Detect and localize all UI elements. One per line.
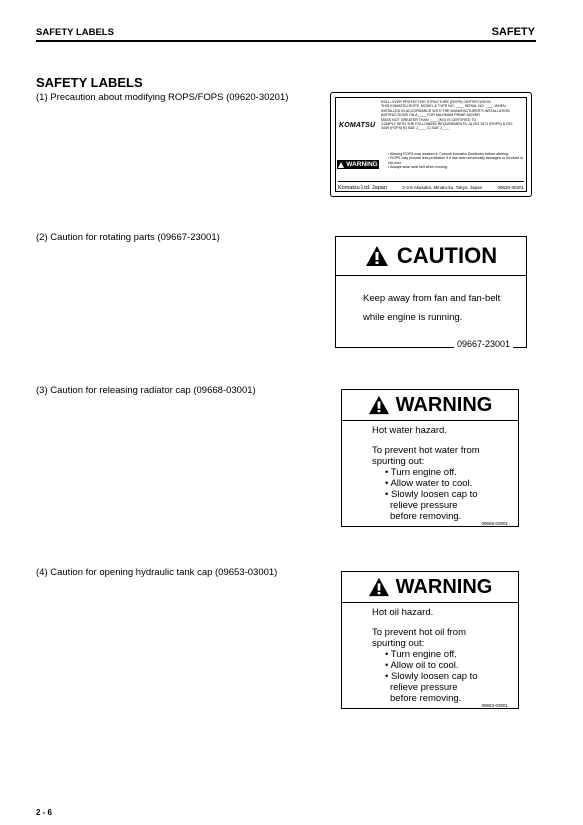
instruction-intro: spurting out: xyxy=(372,456,425,467)
page-number: 2 - 6 xyxy=(36,808,53,817)
instruction-bullet: • Slowly loosen cap to xyxy=(385,671,478,682)
warning-triangle-icon xyxy=(368,577,390,597)
instruction-intro: To prevent hot water from xyxy=(372,445,480,456)
warning-triangle-icon xyxy=(338,162,344,168)
rops-certification-text xyxy=(381,100,527,131)
rops-line: THIS KOMATSU ROPS, MODEL & TYPE NO. ____ SERIAL NO. ____ WHEN xyxy=(381,104,506,109)
caution-text-line-2: while engine is running. xyxy=(363,312,463,323)
warning-part-number: 09668-03001 xyxy=(481,521,508,526)
rops-bullet: • Altering ROPS may weaken it. Consult Komatsu Distributor before altering. xyxy=(388,152,510,156)
instruction-bullet: • Turn engine off. xyxy=(385,649,457,660)
instruction-intro: To prevent hot oil from xyxy=(372,627,466,638)
section-caption-3: (3) Caution for releasing radiator cap (09668-03001) xyxy=(36,385,256,396)
page-title: SAFETY LABELS xyxy=(36,75,143,90)
warning-triangle-icon xyxy=(368,395,390,415)
instruction-bullet: • Allow oil to cool. xyxy=(385,660,459,671)
rops-bullet: • Always wear seat belt when moving. xyxy=(388,164,448,169)
caution-label-rotating-parts xyxy=(335,236,527,348)
caution-text-line-1: Keep away from fan and fan-belt xyxy=(363,293,501,304)
rops-warning-bullets xyxy=(388,152,528,169)
caution-part-number: 09667-23001 xyxy=(454,339,513,349)
hazard-text: Hot oil hazard. xyxy=(372,607,434,618)
caution-heading: CAUTION xyxy=(396,243,498,268)
instruction-bullet: • Slowly loosen cap to xyxy=(385,489,478,500)
warning-badge xyxy=(337,160,379,169)
rops-line: INSTRUCTIONS ON A ____ FOR MAXIMUM PRIME MOVER xyxy=(381,113,480,118)
komatsu-logo: KOMATSU xyxy=(339,122,376,129)
caution-header xyxy=(336,237,526,276)
rops-label-frame xyxy=(335,97,527,192)
section-caption-4: (4) Caution for opening hydraulic tank cap (09653-03001) xyxy=(36,567,278,578)
warning-badge-label: WARNING xyxy=(346,161,378,168)
section-caption-2: (2) Caution for rotating parts (09667-23001) xyxy=(36,232,220,243)
rops-company: Komatsu Ltd. Japan xyxy=(338,185,387,191)
rops-line: MASS NOT GREATER THAN ____ (KG) IS CERTIFIED TO xyxy=(381,117,477,122)
rops-code: 09620-30201 xyxy=(497,185,524,190)
warning-label-hydraulic-tank-cap xyxy=(341,571,519,709)
instruction-bullet: • Turn engine off. xyxy=(385,467,457,478)
instruction-bullet-cont: before removing. xyxy=(390,511,462,522)
rops-bullet: • ROPS may provide less protection if it has been structurally damaged or involved in roll-over. xyxy=(388,156,524,165)
rops-line: INSTALLED IN ACCORDANCE WITH THE MANUFACTURER'S INSTALLATION xyxy=(381,108,510,113)
warning-triangle-icon xyxy=(365,245,389,267)
warning-header xyxy=(342,390,518,421)
section-caption-1: (1) Precaution about modifying ROPS/FOPS (09620-30201) xyxy=(36,92,289,103)
warning-body xyxy=(372,607,478,704)
header-chapter-title: SAFETY xyxy=(491,26,535,38)
rops-line: 3449 (FOPS) B) SAE J____ C) SAE J____ xyxy=(381,126,450,131)
rops-certification-label xyxy=(330,92,532,197)
instruction-bullet-cont: relieve pressure xyxy=(390,682,458,693)
warning-part-number: 09653-03001 xyxy=(481,703,508,708)
instruction-bullet-cont: before removing. xyxy=(390,693,462,704)
rops-address: 2-3-6 Akasaka, Minato-ku, Tokyo, Japan xyxy=(402,185,483,190)
instruction-bullet-cont: relieve pressure xyxy=(390,500,458,511)
instruction-intro: spurting out: xyxy=(372,638,425,649)
warning-label-radiator-cap xyxy=(341,389,519,527)
rops-label-footer xyxy=(338,181,524,191)
warning-heading: WARNING xyxy=(395,575,493,598)
warning-heading: WARNING xyxy=(395,393,493,416)
warning-header xyxy=(342,572,518,603)
header-rule xyxy=(36,40,536,42)
rops-line: ROLL-OVER PROTECTIVE STRUCTURE (ROPS) CERTIFICATION xyxy=(381,100,491,104)
rops-line: COMPLY WITH THE FOLLOWING REQUIREMENTS: A) ISO 3471 (ROPS) & ISO xyxy=(381,122,513,127)
instruction-bullet: • Allow water to cool. xyxy=(385,478,473,489)
header-section-title: SAFETY LABELS xyxy=(36,27,114,38)
warning-body xyxy=(372,425,480,522)
hazard-text: Hot water hazard. xyxy=(372,425,447,436)
